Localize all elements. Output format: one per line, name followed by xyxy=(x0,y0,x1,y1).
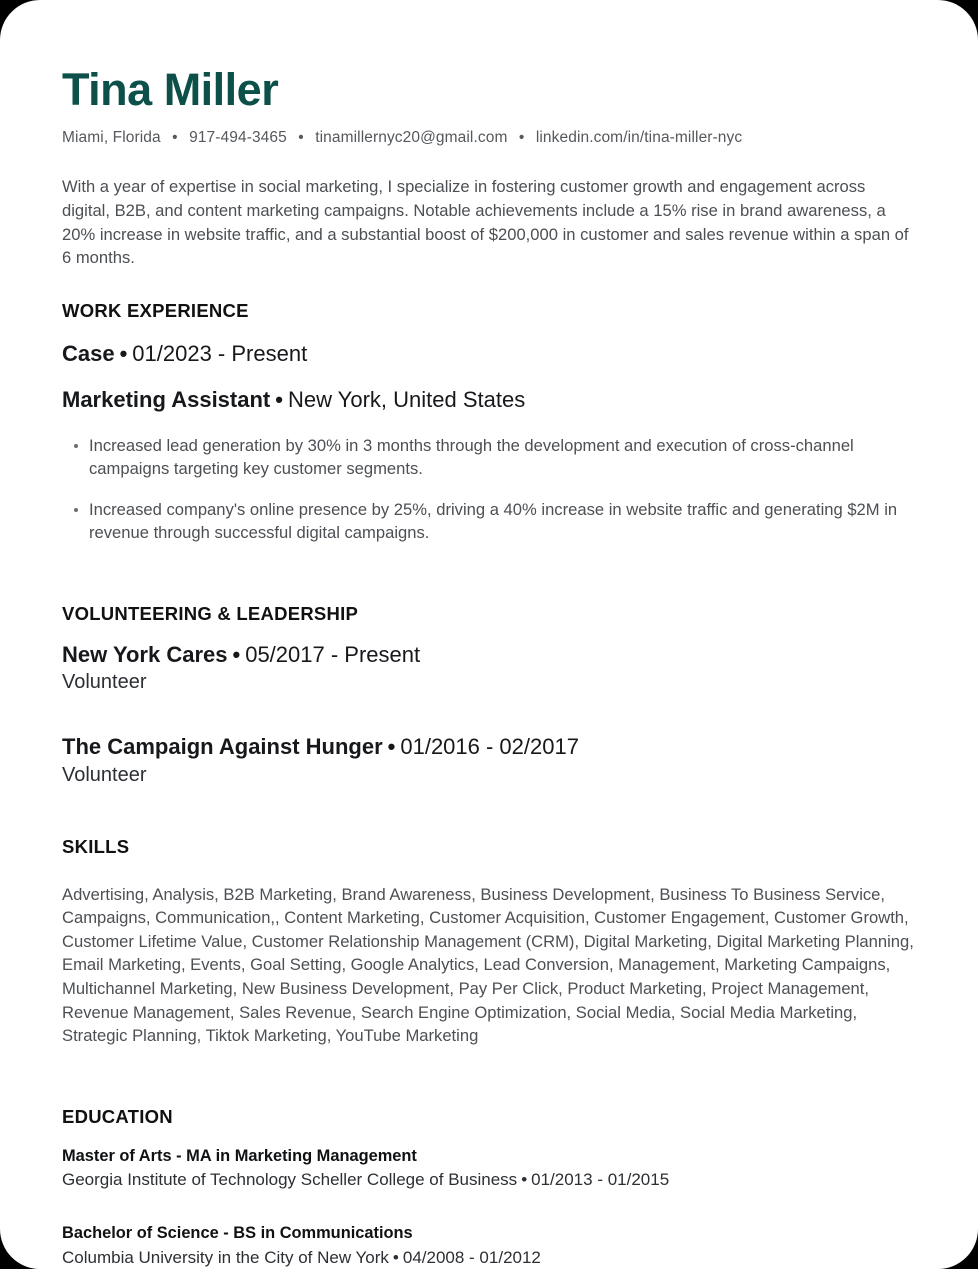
contact-separator-icon: • xyxy=(518,129,525,147)
contact-location: Miami, Florida xyxy=(62,129,161,147)
volunteering-section xyxy=(62,603,918,788)
bullet-separator-icon: • xyxy=(392,1247,399,1267)
bullet-separator-icon: • xyxy=(387,734,396,760)
job-achievements-list xyxy=(62,435,918,545)
volunteering-organization: The Campaign Against Hunger xyxy=(62,734,383,760)
job-location: New York, United States xyxy=(287,386,526,412)
volunteering-entry xyxy=(62,733,918,788)
education-entry xyxy=(62,1146,918,1192)
bullet-separator-icon: • xyxy=(119,341,128,367)
education-dates: 04/2008 - 01/2012 xyxy=(402,1247,541,1267)
job-title: Marketing Assistant xyxy=(62,386,271,412)
job-title-line xyxy=(62,386,918,414)
candidate-name: Tina Miller xyxy=(62,64,279,115)
contact-linkedin[interactable]: linkedin.com/in/tina-miller-nyc xyxy=(535,129,743,147)
education-institution: Georgia Institute of Technology Scheller College of Business xyxy=(62,1169,518,1189)
education-detail-line xyxy=(62,1247,918,1269)
volunteering-organization: New York Cares xyxy=(62,641,228,667)
professional-summary: With a year of expertise in social marketing, I specialize in fostering customer growth and engagement across digital, B2B, and content marketing campaigns. Notable achievements include a 15% rise in brand awareness, a 20% increase in website traffic, and a substantial boost of $200,000 in customer and sales revenue within a span of 6 months. xyxy=(62,177,909,268)
section-heading-work-experience: WORK EXPERIENCE xyxy=(62,300,249,322)
education-degree: Master of Arts - MA in Marketing Management xyxy=(62,1146,417,1165)
section-heading-education: EDUCATION xyxy=(62,1105,173,1127)
bullet-separator-icon: • xyxy=(275,386,283,412)
bullet-separator-icon: • xyxy=(521,1169,528,1189)
skills-list: Advertising, Analysis, B2B Marketing, Brand Awareness, Business Development, Business To Business Service, Campaigns, Communication,, Content Marketing, Customer Acquisition, Customer Engagement, Customer Growth, Customer Lifetime Value, Customer Relationship Management (CRM), Digital Marketing, Digital Marketing Planning, Email Marketing, Events, Goal Setting, Google Analytics, Lead Conversion, Management, Marketing Campaigns, Multichannel Marketing, New Business Development, Pay Per Click, Product Marketing, Project Management, Revenue Management, Sales Revenue, Search Engine Optimization, Social Media, Social Media Marketing, Strategic Planning, Tiktok Marketing, YouTube Marketing xyxy=(62,884,914,1046)
volunteering-role: Volunteer xyxy=(62,763,147,786)
education-section xyxy=(62,1106,918,1269)
education-dates: 01/2013 - 01/2015 xyxy=(531,1169,670,1189)
education-institution: Columbia University in the City of New York xyxy=(62,1247,389,1267)
education-degree: Bachelor of Science - BS in Communications xyxy=(62,1224,413,1243)
list-item: Increased company's online presence by 25%, driving a 40% increase in website traffic and generating $2M in revenue through successful digital campaigns. xyxy=(62,499,906,545)
volunteering-dates: 01/2016 - 02/2017 xyxy=(400,734,579,760)
education-entry xyxy=(62,1223,918,1269)
contact-separator-icon: • xyxy=(172,129,178,147)
section-heading-volunteering: VOLUNTEERING & LEADERSHIP xyxy=(62,602,359,624)
volunteering-dates: 05/2017 - Present xyxy=(245,641,421,667)
education-detail-line xyxy=(62,1169,918,1191)
section-heading-skills: SKILLS xyxy=(62,835,130,857)
contact-phone[interactable]: 917-494-3465 xyxy=(189,129,287,147)
work-experience-section xyxy=(62,300,918,545)
contact-line xyxy=(62,129,918,147)
resume-header xyxy=(62,62,918,147)
volunteering-org-line xyxy=(62,733,918,761)
list-item: Increased lead generation by 30% in 3 months through the development and execution of cross-channel campaigns targeting key customer segments. xyxy=(62,435,906,481)
skills-section xyxy=(62,836,918,1048)
volunteering-entry xyxy=(62,641,918,696)
volunteering-org-line xyxy=(62,641,918,669)
contact-separator-icon: • xyxy=(298,129,304,147)
job-dates: 01/2023 - Present xyxy=(132,341,308,367)
bullet-separator-icon: • xyxy=(232,641,241,667)
job-company: Case xyxy=(62,341,115,367)
job-company-line xyxy=(62,340,918,368)
volunteering-role: Volunteer xyxy=(62,671,147,694)
contact-email[interactable]: tinamillernyc20@gmail.com xyxy=(315,129,508,147)
